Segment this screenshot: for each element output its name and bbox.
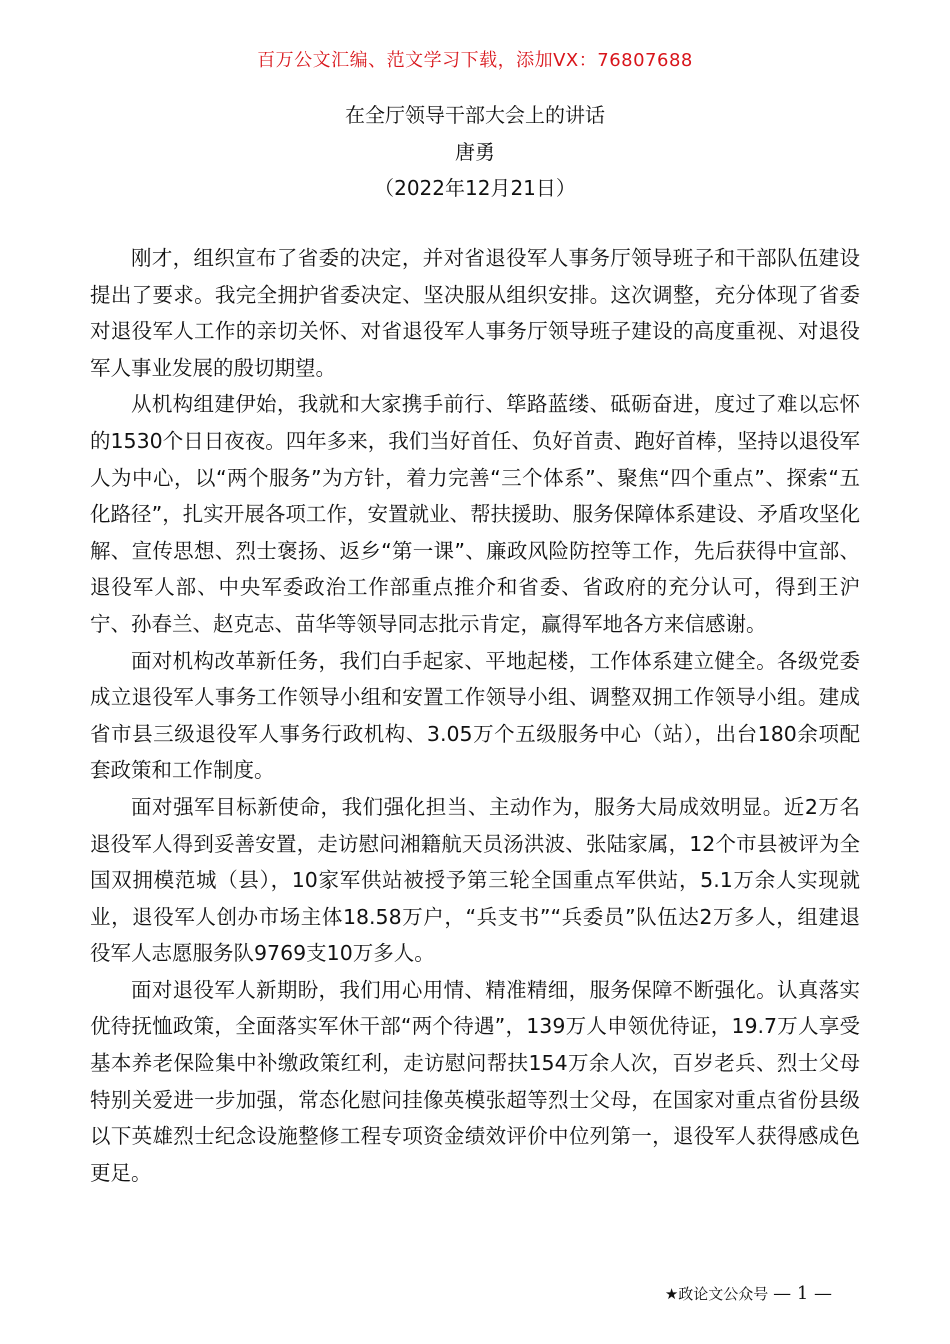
document-title: 在全厅领导干部大会上的讲话 [345,103,605,127]
page-number: — 1 — [773,1283,832,1304]
paragraph: 面对强军目标新使命，我们强化担当、主动作为，服务大局成效明显。近2万名退役军人得到妥善安置，走访慰问湘籍航天员汤洪波、张陆家属，12个市县被评为全国双拥模范城（县），10家军供站被授予第三轮全国重点军供站，5.1万余人实现就业，退役军人创办市场主体18.58万户，“兵支书”“兵委员”队伍达2万多人，组建退役军人志愿服务队9769支10万多人。 [90,794,860,966]
document-date: （2022年12月21日） [374,176,576,200]
document-author: 唐勇 [455,140,495,164]
paragraph: 面对机构改革新任务，我们白手起家、平地起楼，工作体系建立健全。各级党委成立退役军人事务工作领导小组和安置工作领导小组、调整双拥工作领导小组。建成省市县三级退役军人事务行政机构、3.05万个五级服务中心（站），出台180余项配套政策和工作制度。 [90,648,860,783]
footer-source: ★政论文公众号 [664,1285,769,1303]
document-body [90,240,860,1191]
paragraph: 刚才，组织宣布了省委的决定，并对省退役军人事务厅领导班子和干部队伍建设提出了要求。我完全拥护省委决定、坚决服从组织安排。这次调整，充分体现了省委对退役军人工作的亲切关怀、对省退役军人事务厅领导班子建设的高度重视、对退役军人事业发展的殷切期望。 [90,246,860,380]
page-footer [665,1283,832,1304]
watermark-banner: 百万公文汇编、范文学习下载，添加VX：76807688 [257,50,693,71]
paragraph: 从机构组建伊始，我就和大家携手前行、筚路蓝缕、砥砺奋进，度过了难以忘怀的1530个日日夜夜。四年多来，我们当好首任、负好首责、跑好首棒，坚持以退役军人为中心，以“两个服务”为方针，着力完善“三个体系”、聚焦“四个重点”、探索“五化路径”，扎实开展各项工作，安置就业、帮扶援助、服务保障体系建设、矛盾攻坚化解、宣传思想、烈士褒扬、返乡“第一课”、廉政风险防控等工作，先后获得中宣部、退役军人部、中央军委政治工作部重点推介和省委、省政府的充分认可，得到王沪宁、孙春兰、赵克志、苗华等领导同志批示肯定，赢得军地各方来信感谢。 [90,392,860,636]
paragraph: 面对退役军人新期盼，我们用心用情、精准精细，服务保障不断强化。认真落实优待抚恤政策，全面落实军休干部“两个待遇”，139万人申领优待证，19.7万人享受基本养老保险集中补缴政策红利，走访慰问帮扶154万余人次，百岁老兵、烈士父母特别关爱进一步加强，常态化慰问挂像英模张超等烈士父母，在国家对重点省份县级以下英雄烈士纪念设施整修工程专项资金绩效评价中位列第一，退役军人获得感成色更足。 [90,977,860,1185]
